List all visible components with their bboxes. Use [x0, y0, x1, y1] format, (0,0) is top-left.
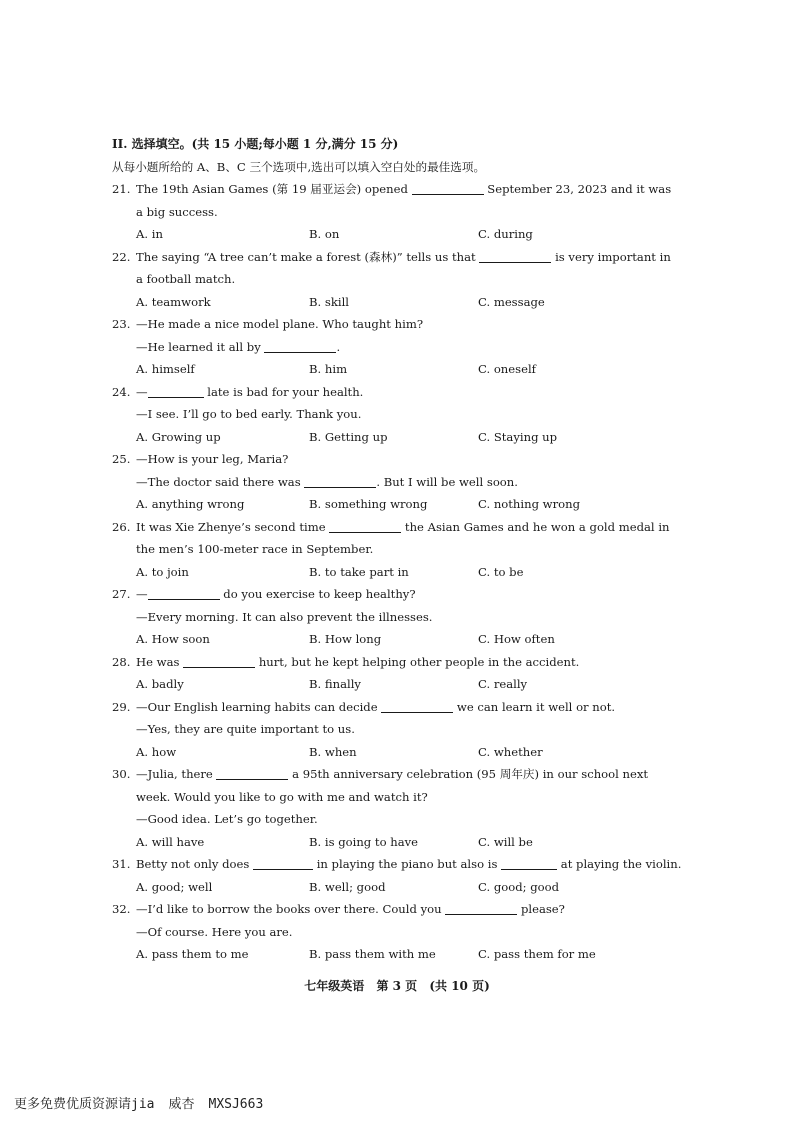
option-a: A. Growing up: [136, 429, 221, 444]
question-section: [112, 133, 684, 966]
option-c: C. message: [478, 294, 545, 309]
question-text: please?: [517, 902, 565, 916]
options-29: [112, 741, 684, 764]
question-text-cont: [112, 336, 684, 359]
option-a: A. anything wrong: [136, 497, 245, 511]
option-c: C. really: [478, 677, 528, 691]
options-31: [112, 876, 684, 899]
question-number: 22.: [112, 249, 131, 264]
question-22: [112, 246, 684, 269]
options-23: [112, 358, 684, 381]
question-24: [112, 381, 684, 404]
option-c: C. to be: [478, 564, 524, 579]
option-c: C. How often: [478, 632, 555, 646]
section-instruction: 从每小题所给的 A、B、C 三个选项中,选出可以填入空白处的最佳选项。: [112, 159, 486, 174]
question-28: [112, 651, 684, 674]
answer-blank: [329, 520, 401, 533]
question-text: September 23, 2023 and it was: [483, 182, 672, 196]
footer-subject: 七年级英语: [304, 979, 365, 993]
promo-watermark-text: [14, 1093, 277, 1112]
option-c: C. whether: [478, 744, 543, 759]
answer-blank: [412, 182, 484, 195]
question-text-cont: [112, 471, 684, 494]
question-number: 25.: [112, 452, 131, 466]
question-text: Betty not only does: [136, 857, 254, 871]
footer-page-number: 第 3 页: [376, 979, 418, 993]
answer-blank: [445, 902, 517, 915]
question-text: —How is your leg, Maria?: [136, 452, 289, 466]
question-26: [112, 516, 684, 539]
question-text: is very important in: [551, 249, 671, 264]
question-30: [112, 763, 684, 786]
options-28: [112, 673, 684, 696]
question-27: [112, 583, 684, 606]
question-text-cont: the men’s 100-meter race in September.: [136, 542, 374, 556]
question-number: 32.: [112, 902, 131, 916]
question-text: —: [136, 587, 148, 601]
question-number: 29.: [112, 699, 131, 714]
question-number: 31.: [112, 857, 131, 871]
option-a: A. good; well: [136, 879, 213, 894]
question-text: we can learn it well or not.: [453, 699, 616, 714]
question-text: do you exercise to keep healthy?: [219, 587, 416, 601]
answer-blank: [216, 767, 288, 780]
answer-blank: [264, 340, 336, 353]
question-text-cont: —Of course. Here you are.: [136, 924, 293, 939]
options-24: [112, 426, 684, 449]
option-a: A. himself: [136, 362, 195, 376]
options-30: [112, 831, 684, 854]
option-a: A. in: [136, 227, 163, 241]
answer-blank: [501, 857, 557, 870]
question-text: —: [136, 384, 148, 399]
question-31: [112, 853, 684, 876]
option-c: C. nothing wrong: [478, 497, 581, 511]
option-b: B. him: [309, 362, 348, 376]
question-text: It was Xie Zhenye’s second time: [136, 519, 330, 534]
question-number: 30.: [112, 767, 131, 781]
question-32: [112, 898, 684, 921]
question-text: .: [336, 339, 341, 354]
option-a: A. how: [136, 744, 177, 759]
question-text: —He made a nice model plane. Who taught him?: [136, 317, 424, 331]
question-text: —Julia, there: [136, 767, 217, 781]
option-a: A. How soon: [136, 632, 210, 646]
option-b: B. How long: [309, 632, 382, 646]
question-text: —Our English learning habits can decide: [136, 699, 382, 714]
question-text: —I’d like to borrow the books over there. Could you: [136, 902, 446, 916]
question-text: —He learned it all by: [136, 339, 265, 354]
answer-blank: [183, 655, 255, 668]
option-b: B. is going to have: [309, 834, 419, 849]
question-text: The saying “A tree can’t make a forest (森林)” tells us that: [136, 249, 480, 264]
option-b: B. Getting up: [309, 429, 388, 444]
question-text: at playing the violin.: [557, 857, 682, 871]
question-text: . But I will be well soon.: [376, 474, 518, 489]
question-text-cont: —Yes, they are quite important to us.: [136, 722, 355, 736]
question-text-cont: —I see. I’ll go to bed early. Thank you.: [136, 407, 362, 421]
question-number: 26.: [112, 519, 131, 534]
question-text: hurt, but he kept helping other people in the accident.: [255, 654, 580, 669]
option-b: B. finally: [309, 677, 361, 691]
option-a: A. will have: [136, 834, 205, 849]
question-text: He was: [136, 654, 184, 669]
option-a: A. pass them to me: [136, 947, 249, 961]
option-b: B. when: [309, 744, 357, 759]
question-text-cont: —Every morning. It can also prevent the illnesses.: [136, 609, 433, 624]
option-b: B. well; good: [309, 879, 386, 894]
option-b: B. skill: [309, 294, 349, 309]
question-21: [112, 178, 684, 201]
question-text: the Asian Games and he won a gold medal in: [401, 519, 670, 534]
question-25: [112, 448, 684, 471]
options-21: [112, 223, 684, 246]
question-text: late is bad for your health.: [203, 384, 364, 399]
option-a: A. teamwork: [136, 294, 211, 309]
page-footer: [0, 977, 794, 994]
question-text-cont: a big success.: [136, 204, 218, 219]
option-c: C. good; good: [478, 879, 560, 894]
promo-code: MXSJ663: [208, 1097, 264, 1112]
option-c: C. during: [478, 227, 533, 241]
option-c: C. Staying up: [478, 429, 558, 444]
question-text-cont: a football match.: [136, 272, 236, 286]
question-number: 24.: [112, 384, 131, 399]
options-26: [112, 561, 684, 584]
answer-blank: [381, 700, 453, 713]
question-23: [112, 313, 684, 336]
question-text: —The doctor said there was: [136, 474, 305, 489]
options-27: [112, 628, 684, 651]
answer-blank: [479, 250, 551, 263]
answer-blank: [304, 475, 376, 488]
option-a: A. badly: [136, 677, 184, 691]
options-25: [112, 493, 684, 516]
answer-blank: [148, 587, 220, 600]
question-number: 21.: [112, 182, 131, 196]
question-number: 27.: [112, 587, 131, 601]
question-number: 28.: [112, 654, 131, 669]
option-c: C. pass them for me: [478, 947, 596, 961]
question-text-cont: —Good idea. Let’s go together.: [136, 812, 318, 826]
question-number: 23.: [112, 317, 131, 331]
options-22: [112, 291, 684, 314]
footer-total-pages: (共 10 页): [429, 979, 490, 993]
question-text-cont: week. Would you like to go with me and watch it?: [136, 789, 428, 804]
section-title: II. 选择填空。(共 15 小题;每小题 1 分,满分 15 分): [112, 137, 399, 151]
option-b: B. something wrong: [309, 497, 428, 511]
question-text: The 19th Asian Games (第 19 届亚运会) opened: [136, 182, 412, 196]
question-text: in playing the piano but also is: [313, 857, 502, 871]
question-text: a 95th anniversary celebration (95 周年庆) in our school next: [288, 767, 649, 781]
options-32: [112, 943, 684, 966]
promo-text: 更多免费优质资源请jia: [14, 1097, 155, 1112]
option-c: C. oneself: [478, 362, 536, 376]
option-c: C. will be: [478, 834, 533, 849]
answer-blank: [148, 385, 204, 398]
question-29: [112, 696, 684, 719]
option-a: A. to join: [136, 564, 189, 579]
option-b: B. on: [309, 227, 340, 241]
promo-name: 威杏: [168, 1097, 195, 1112]
option-b: B. to take part in: [309, 564, 409, 579]
answer-blank: [253, 857, 313, 870]
option-b: B. pass them with me: [309, 947, 436, 961]
